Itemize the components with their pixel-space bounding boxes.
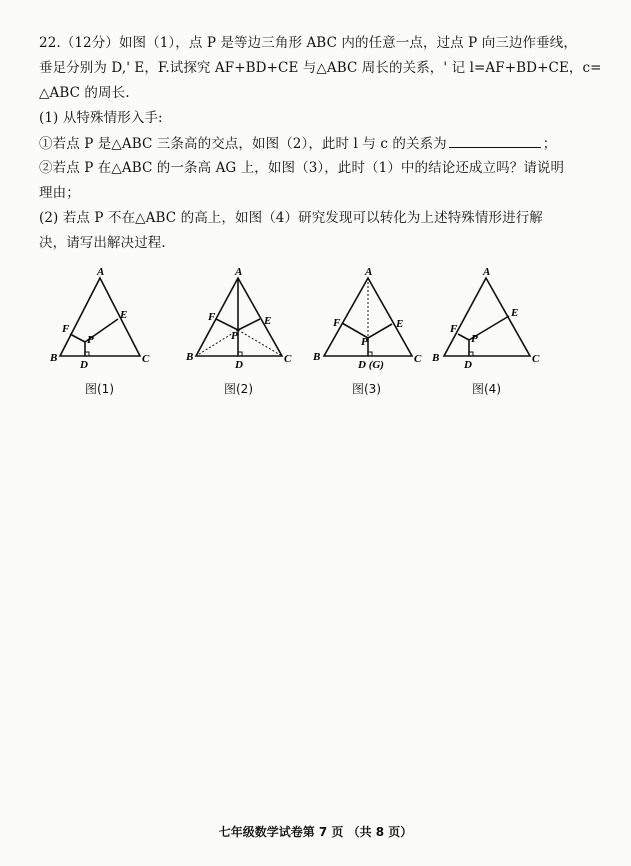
fig3-label-b: B: [313, 351, 321, 363]
figure-1-caption: 图(1): [85, 382, 114, 396]
figure-4: [432, 264, 546, 378]
fig3-label-a: A: [365, 266, 373, 278]
fig3-label-f: F: [333, 317, 341, 329]
figure-3: [313, 264, 426, 378]
problem-line-3: △ABC 的周长.: [39, 85, 130, 101]
fig1-label-c: C: [142, 353, 150, 365]
fig1-label-a: A: [97, 266, 105, 278]
fig3-label-c: C: [414, 353, 422, 365]
fig1-label-e: E: [120, 309, 128, 321]
question-1: [39, 134, 556, 153]
fig1-label-b: B: [50, 352, 58, 364]
fig1-label-f: F: [62, 323, 70, 335]
problem-line-2: 垂足分别为 D,' E，F.试探究 AF+BD+CE 与△ABC 周长的关系，' 记 l=AF+BD+CE，c=: [39, 60, 602, 76]
part2-line-2: 决，请写出解决过程.: [39, 235, 166, 251]
fig3-label-p: P: [361, 336, 368, 348]
fig2-label-a: A: [235, 266, 243, 278]
figure-4-caption: 图(4): [472, 382, 501, 396]
fig4-label-f: F: [450, 323, 458, 335]
figure-2-caption: 图(2): [224, 382, 253, 396]
figure-3-caption: 图(3): [352, 382, 381, 396]
question-1-text: ①若点 P 是△ABC 三条高的交点，如图（2），此时 l 与 c 的关系为: [39, 136, 447, 152]
page-footer: 七年级数学试卷第 7 页 （共 8 页）: [218, 825, 413, 839]
fig4-label-b: B: [432, 352, 440, 364]
question-2-line-2: 理由；: [39, 185, 80, 201]
fig1-label-p: P: [87, 334, 94, 346]
fig2-label-c: C: [284, 353, 292, 365]
question-2-line-1: ②若点 P 在△ABC 的一条高 AG 上，如图（3），此时（1）中的结论还成立吗？请说明: [39, 160, 565, 176]
fig1-label-d: D: [80, 359, 88, 371]
fig4-label-d: D: [464, 359, 472, 371]
answer-blank[interactable]: [449, 134, 541, 148]
fig4-label-e: E: [511, 307, 519, 319]
fig2-label-b: B: [186, 351, 194, 363]
figure-2: [186, 264, 296, 378]
fig4-label-c: C: [532, 353, 540, 365]
fig2-label-d: D: [235, 359, 243, 371]
fig4-label-a: A: [483, 266, 491, 278]
part2-line-1: (2) 若点 P 不在△ABC 的高上，如图（4）研究发现可以转化为上述特殊情形进行解: [39, 210, 543, 226]
fig3-label-e: E: [396, 318, 404, 330]
fig2-label-e: E: [264, 315, 272, 327]
question-1-end: ；: [542, 136, 557, 152]
part1-title: (1) 从特殊情形入手:: [39, 110, 163, 126]
problem-line-1: 22.（12分）如图（1），点 P 是等边三角形 ABC 内的任意一点，过点 P 向三边作垂线，: [39, 35, 577, 51]
fig3-label-d: D (G): [358, 359, 384, 371]
fig2-label-p: P: [231, 330, 238, 342]
figure-1: [52, 264, 162, 378]
fig4-label-p: P: [471, 333, 478, 345]
fig2-label-f: F: [208, 311, 216, 323]
